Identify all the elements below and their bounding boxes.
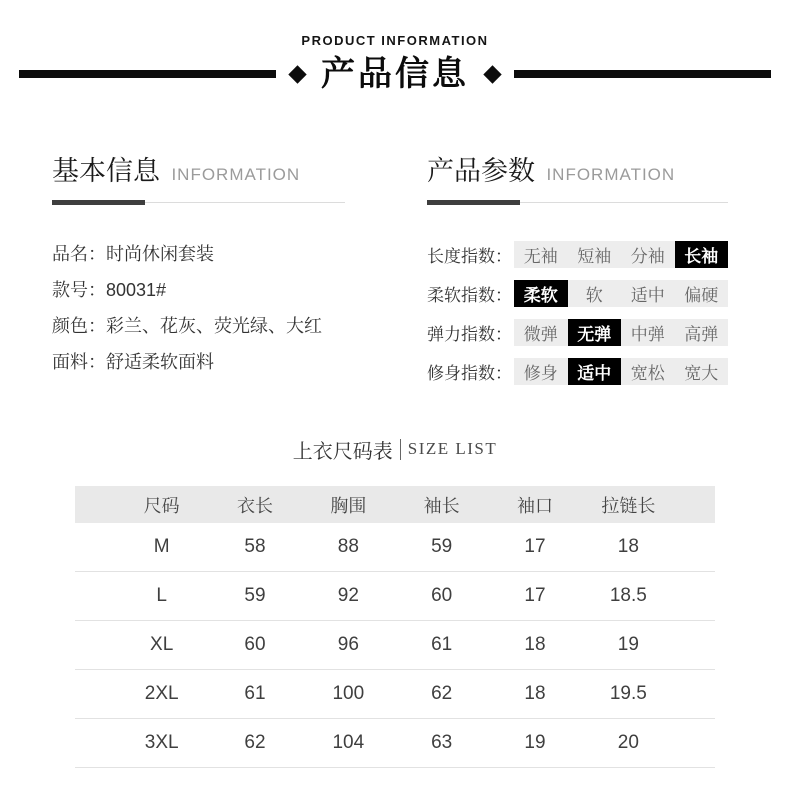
- basic-info-list: [52, 245, 345, 371]
- param-option-selected: 长袖: [675, 241, 729, 268]
- column-header: 胸围: [330, 495, 367, 516]
- diamond-icon: [288, 65, 306, 83]
- title-divider: [400, 439, 401, 460]
- param-option: 宽大: [684, 364, 719, 384]
- info-label: 面料：: [52, 352, 106, 373]
- product-params-title-en: INFORMATION: [546, 165, 676, 185]
- param-row-fit: [427, 358, 728, 385]
- column-header: 袖口: [516, 495, 553, 516]
- table-cell: 17: [524, 536, 546, 558]
- table-cell: 63: [431, 732, 453, 754]
- rule-light-segment: [520, 202, 728, 203]
- rule-light-segment: [145, 202, 345, 203]
- info-label: 颜色：: [52, 316, 106, 337]
- table-cell: 61: [244, 683, 266, 705]
- section-rule: [427, 200, 728, 205]
- param-row-softness: [427, 280, 728, 307]
- table-row: [75, 572, 715, 621]
- table-cell: 58: [244, 536, 266, 558]
- table-cell: L: [156, 585, 167, 607]
- param-option: 修身: [523, 364, 558, 384]
- table-cell: 19: [524, 732, 546, 754]
- table-cell: 60: [244, 634, 266, 656]
- table-cell: 100: [332, 683, 365, 705]
- table-cell: 18: [617, 536, 639, 558]
- param-option: 软: [585, 286, 603, 306]
- info-row-name: [52, 245, 345, 263]
- param-option: 无袖: [523, 247, 558, 267]
- param-option-selected: 无弹: [568, 319, 622, 346]
- product-params-title: [427, 156, 728, 187]
- info-value: 彩兰、花灰、荧光绿、大红: [106, 316, 322, 337]
- param-options: [514, 280, 728, 307]
- param-label: 修身指数：: [427, 364, 512, 384]
- table-row: [75, 670, 715, 719]
- table-cell: 18: [524, 683, 546, 705]
- info-label: 款号：: [52, 280, 106, 301]
- section-rule: [52, 200, 345, 205]
- table-row: [75, 523, 715, 572]
- table-cell: 59: [431, 536, 453, 558]
- basic-info-section: [52, 156, 345, 397]
- param-row-elasticity: [427, 319, 728, 346]
- info-label: 品名：: [52, 244, 106, 265]
- size-table-title-en: SIZE LIST: [407, 439, 498, 459]
- rule-dark-segment: [52, 200, 145, 205]
- table-cell: 62: [431, 683, 453, 705]
- table-cell: 88: [337, 536, 359, 558]
- table-cell: 18.5: [609, 585, 647, 607]
- table-cell: 104: [332, 732, 365, 754]
- basic-info-title: [52, 156, 345, 187]
- header-eyebrow: PRODUCT INFORMATION: [301, 33, 489, 48]
- param-list: [427, 241, 728, 385]
- table-cell: 59: [244, 585, 266, 607]
- param-option: 适中: [630, 286, 665, 306]
- info-row-fabric: [52, 353, 345, 371]
- content-columns: [0, 156, 790, 397]
- param-option: 偏硬: [684, 286, 719, 306]
- param-row-length: [427, 241, 728, 268]
- product-params-title-cn: 产品参数: [427, 156, 535, 187]
- param-option-selected: 柔软: [514, 280, 568, 307]
- param-label: 柔软指数：: [427, 286, 512, 306]
- info-value: 舒适柔软面料: [106, 352, 214, 373]
- table-cell: 17: [524, 585, 546, 607]
- param-option: 中弹: [630, 325, 665, 345]
- column-header: 尺码: [143, 495, 180, 516]
- page-title: 产品信息: [321, 55, 469, 93]
- param-options: [514, 319, 728, 346]
- table-cell: 60: [431, 585, 453, 607]
- table-cell: 2XL: [144, 683, 179, 705]
- size-table-header: [75, 486, 715, 523]
- column-header: 袖长: [423, 495, 460, 516]
- table-cell: 18: [524, 634, 546, 656]
- size-table-title-cn: 上衣尺码表: [292, 440, 393, 463]
- param-option: 短袖: [577, 247, 612, 267]
- rule-dark-segment: [427, 200, 520, 205]
- table-row: [75, 719, 715, 768]
- product-params-section: [427, 156, 728, 397]
- info-row-color: [52, 317, 345, 335]
- table-cell: XL: [150, 634, 174, 656]
- param-option: 分袖: [630, 247, 665, 267]
- table-cell: 19.5: [609, 683, 647, 705]
- param-option: 宽松: [630, 364, 665, 384]
- table-cell: 62: [244, 732, 266, 754]
- size-table-title: [0, 437, 790, 461]
- table-cell: 20: [617, 732, 639, 754]
- table-cell: 92: [337, 585, 359, 607]
- size-table: [75, 486, 715, 768]
- param-label: 弹力指数：: [427, 325, 512, 345]
- diamond-icon: [483, 65, 501, 83]
- table-cell: 3XL: [144, 732, 179, 754]
- param-option-selected: 适中: [568, 358, 622, 385]
- header-bar-left: [19, 70, 276, 78]
- column-header: 拉链长: [601, 495, 656, 516]
- table-cell: M: [153, 536, 170, 558]
- info-row-style-no: [52, 281, 345, 299]
- info-value: 80031#: [106, 280, 167, 301]
- page-header: [0, 52, 790, 96]
- basic-info-title-en: INFORMATION: [171, 165, 301, 185]
- basic-info-title-cn: 基本信息: [52, 156, 160, 187]
- table-row: [75, 621, 715, 670]
- table-cell: 61: [431, 634, 453, 656]
- param-options: [514, 358, 728, 385]
- info-value: 时尚休闲套装: [106, 244, 214, 265]
- table-cell: 19: [617, 634, 639, 656]
- param-options: [514, 241, 728, 268]
- column-header: 衣长: [236, 495, 273, 516]
- param-option: 微弹: [523, 325, 558, 345]
- header-bar-right: [514, 70, 771, 78]
- table-cell: 96: [337, 634, 359, 656]
- param-label: 长度指数：: [427, 247, 512, 267]
- param-option: 高弹: [684, 325, 719, 345]
